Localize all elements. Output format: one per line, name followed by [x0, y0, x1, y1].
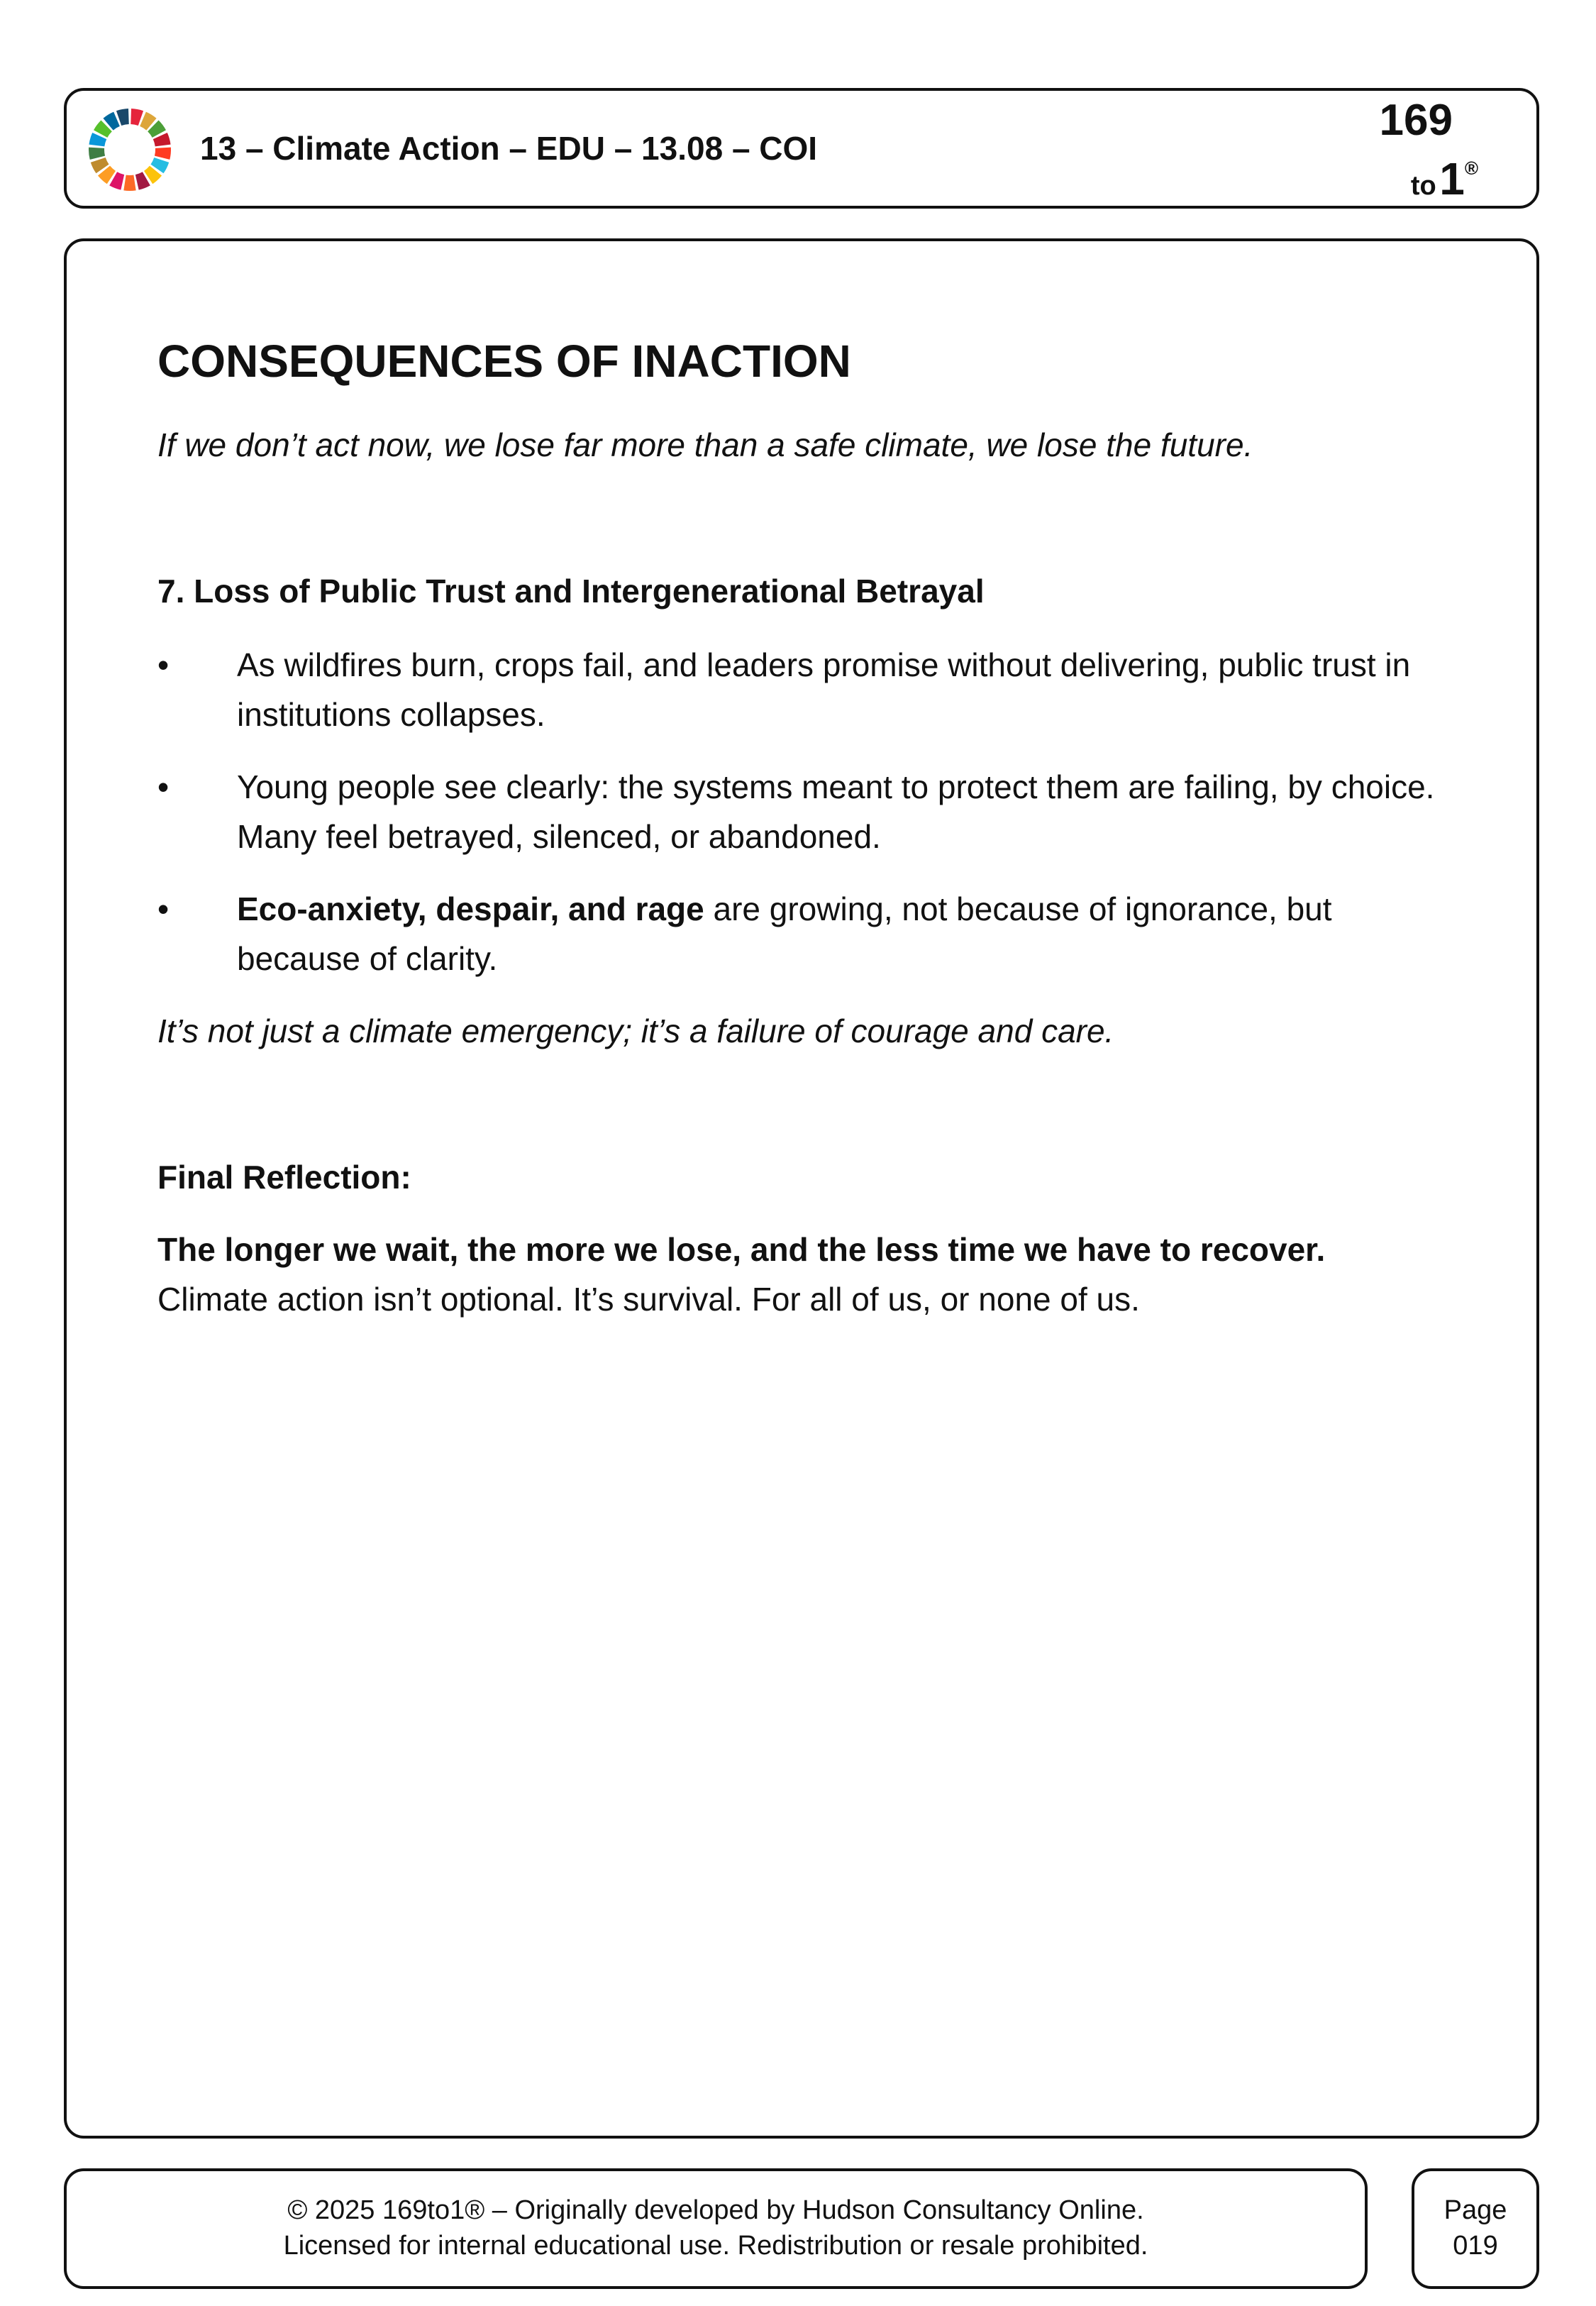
list-item-text: As wildfires burn, crops fail, and leaders promise without delivering, public trust in institutions collapses. [237, 646, 1411, 733]
header-title: 13 – Climate Action – EDU – 13.08 – COI [200, 130, 818, 167]
final-reflection-body: Climate action isn’t optional. It’s survival. For all of us, or none of us. [157, 1281, 1140, 1318]
main-content-panel [64, 238, 1539, 2139]
sdg-wheel-segment [89, 148, 105, 160]
copyright-footer [64, 2168, 1368, 2289]
bullet-icon: • [157, 646, 170, 683]
sdg-wheel-icon [87, 106, 173, 193]
final-reflection-heading: Final Reflection: [157, 1159, 411, 1196]
brand-logo-suffix [1410, 153, 1478, 204]
list-item [157, 884, 1437, 983]
bullet-icon: • [157, 768, 170, 805]
section-heading: 7. Loss of Public Trust and Intergenerational Betrayal [157, 573, 985, 609]
registered-mark: ® [1464, 158, 1478, 179]
brand-to-text: to [1410, 171, 1436, 201]
list-item-text: Young people see clearly: the systems meant to protect them are failing, by choice. Many feel betrayed, silenced, or abandoned. [237, 768, 1435, 855]
brand-logo-number: 169 [1379, 96, 1453, 145]
brand-one-text: 1 [1439, 153, 1465, 204]
page-title: CONSEQUENCES OF INACTION [157, 336, 851, 387]
list-item [157, 762, 1437, 861]
page-label: Page [1443, 2195, 1507, 2225]
list-item [157, 640, 1437, 739]
license-line: Licensed for internal educational use. Redistribution or resale prohibited. [283, 2231, 1148, 2261]
final-reflection-bold: The longer we wait, the more we lose, and the less time we have to recover. [157, 1231, 1326, 1268]
sdg-wheel-segment [123, 175, 135, 191]
final-reflection-text [157, 1225, 1437, 1324]
closing-statement: It’s not just a climate emergency; it’s a failure of courage and care. [157, 1013, 1114, 1049]
page-number: 019 [1453, 2231, 1498, 2261]
bullet-icon: • [157, 890, 170, 927]
list-item-text: Eco-anxiety, despair, and rage are growing, not because of ignorance, but because of clarity. [237, 890, 1332, 977]
page-number-box [1412, 2168, 1539, 2289]
page-header [64, 88, 1539, 209]
sdg-wheel-segment [155, 148, 171, 160]
subtitle: If we don’t act now, we lose far more than a safe climate, we lose the future. [157, 426, 1253, 463]
copyright-line: © 2025 169to1® – Originally developed by Hudson Consultancy Online. [287, 2195, 1144, 2225]
